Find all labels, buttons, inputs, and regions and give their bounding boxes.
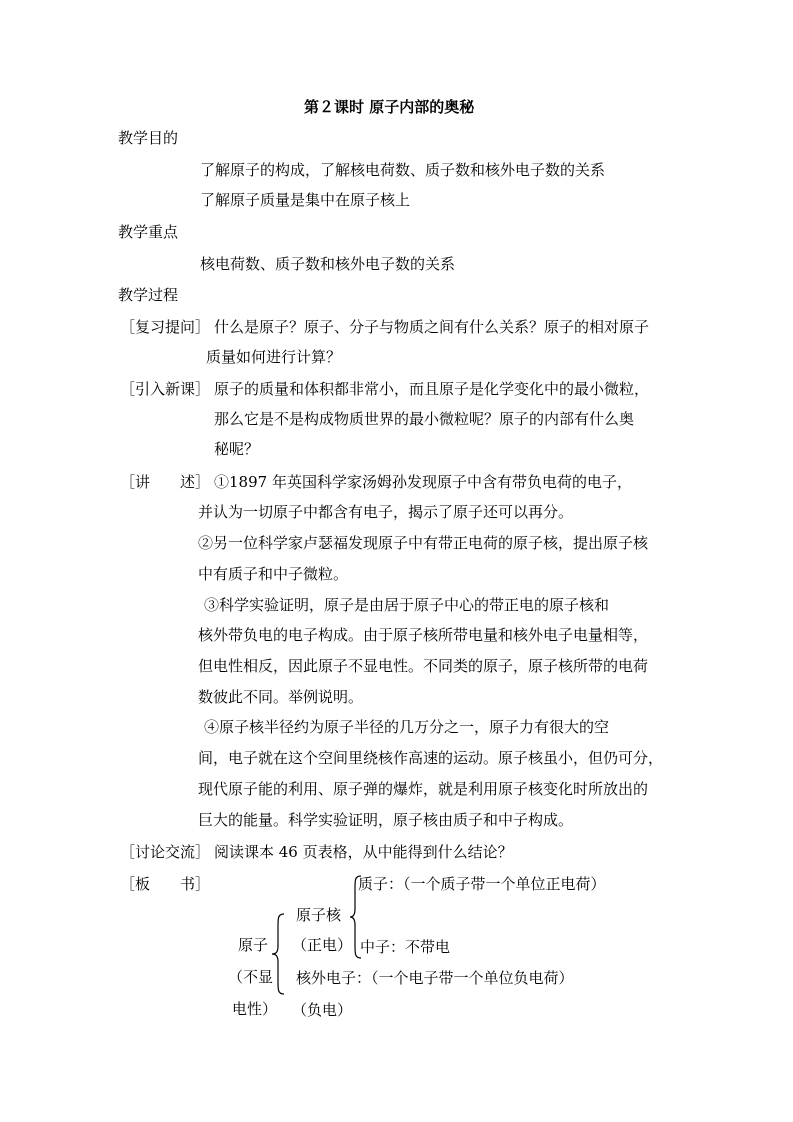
lecture-label: ［讲 述］ — [120, 473, 211, 491]
objective-item: 了解原子质量是集中在原子核上 — [200, 191, 411, 209]
objectives-heading: 教学目的 — [118, 129, 179, 147]
board-nucleus-note: （正电） — [292, 936, 353, 954]
intro-text: 原子的质量和体积都非常小，而且原子是化学变化中的最小微粒， — [214, 380, 650, 398]
board-atom-note: 电性） — [232, 1000, 278, 1018]
lecture-text: 但电性相反，因此原子不显电性。不同类的原子，原子核所带的电荷 — [198, 657, 649, 675]
intro-text: 那么它是不是构成物质世界的最小微粒呢？原子的内部有什么奥 — [214, 410, 635, 428]
lecture-text: 并认为一切原子中都含有电子，揭示了原子还可以再分。 — [198, 503, 574, 521]
board-label: ［板 书］ — [120, 875, 211, 893]
page-title: 第２课时 原子内部的奥秘 — [304, 98, 475, 116]
discussion-text: 阅读课本 46 页表格，从中能得到什么结论？ — [214, 843, 513, 861]
discussion-label: ［讨论交流］ — [120, 843, 211, 861]
board-electron-note: （负电） — [292, 1001, 353, 1019]
board-atom: 原子 — [238, 936, 269, 954]
review-text: 质量如何进行计算？ — [206, 348, 342, 366]
atom-brace — [270, 912, 290, 996]
board-electron: 核外电子：（一个电子带一个单位负电荷） — [296, 969, 574, 987]
lecture-text: 巨大的能量。科学实验证明，原子核由质子和中子构成。 — [198, 811, 574, 829]
board-atom-note: （不显 — [228, 968, 274, 986]
review-label: ［复习提问］ — [120, 318, 211, 336]
lecture-text: ②另一位科学家卢瑟福发现原子中有带正电荷的原子核，提出原子核 — [198, 534, 649, 552]
lecture-text: 间，电子就在这个空间里绕核作高速的运动。原子核虽小，但仍可分， — [198, 749, 664, 767]
lecture-text: 现代原子能的利用、原子弹的爆炸，就是利用原子核变化时所放出的 — [198, 780, 649, 798]
board-proton: 质子：（一个质子带一个单位正电荷） — [358, 875, 606, 893]
lecture-text: ④原子核半径约为原子半径的几万分之一，原子力有很大的空 — [204, 718, 610, 736]
lecture-text: 核外带负电的电子构成。由于原子核所带电量和核外电子电量相等， — [198, 626, 649, 644]
intro-text: 秘呢？ — [214, 440, 260, 458]
key-point-item: 核电荷数、质子数和核外电子数的关系 — [200, 255, 456, 273]
lecture-text: ③科学实验证明，原子是由居于原子中心的带正电的原子核和 — [204, 596, 610, 614]
board-neutron: 中子：不带电 — [360, 938, 451, 956]
review-text: 什么是原子？原子、分子与物质之间有什么关系？原子的相对原子 — [214, 318, 650, 336]
lecture-text: 数彼此不同。举例说明。 — [198, 688, 364, 706]
lecture-text: ①1897 年英国科学家汤姆孙发现原子中含有带负电荷的电子， — [214, 473, 632, 491]
board-nucleus: 原子核 — [296, 906, 342, 924]
process-heading: 教学过程 — [118, 286, 179, 304]
key-points-heading: 教学重点 — [118, 223, 179, 241]
intro-label: ［引入新课］ — [120, 380, 211, 398]
lecture-text: 中有质子和中子微粒。 — [198, 565, 349, 583]
objective-item: 了解原子的构成，了解核电荷数、质子数和核外电子数的关系 — [200, 161, 606, 179]
